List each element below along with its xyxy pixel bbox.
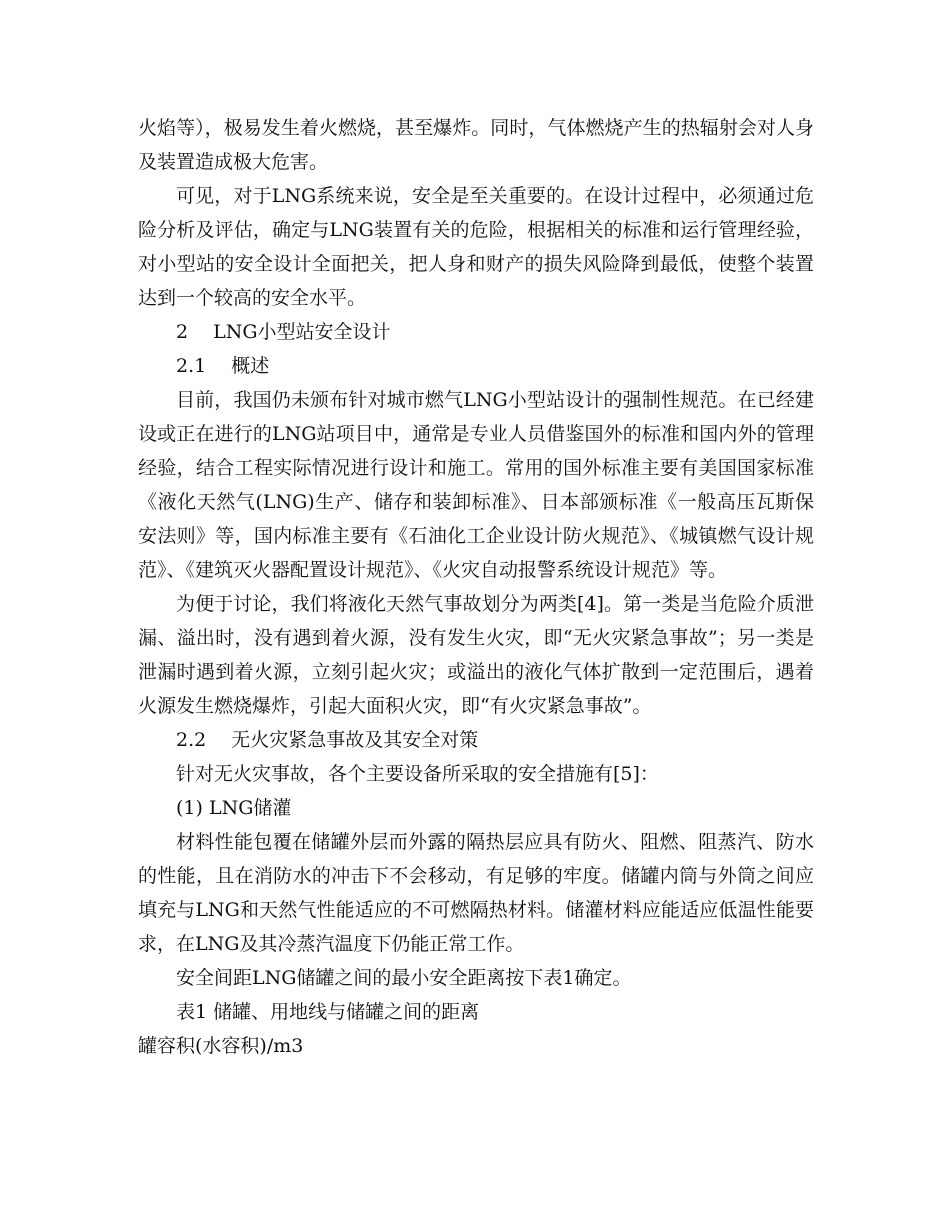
table-caption: 表1 储罐、用地线与储罐之间的距离: [176, 1001, 480, 1023]
paragraph-material-performance: 材料性能包覆在储罐外层而外露的隔热层应具有防火、阻燃、阻蒸汽、防水的性能，且在消防水的冲击下不会移动，有足够的牢度。储罐内筒与外筒之间应填充与LNG和天然气性能适应的不可燃隔热材料。储灌材料应能适应低温性能要求，在LNG及其冷蒸汽温度下仍能正常工作。: [138, 831, 814, 955]
paragraph-safety-measures-intro: 针对无火灾事故，各个主要设备所采取的安全措施有[5]：: [176, 763, 659, 785]
list-heading-lng-tank: (1) LNG储灌: [176, 797, 292, 819]
document-body: [138, 111, 814, 1063]
paragraph-accident-types: 为便于讨论，我们将液化天然气事故划分为两类[4]。第一类是当危险介质泄漏、溢出时，没有遇到着火源，没有发生火灾，即“无火灾紧急事故”；另一类是泄漏时遇到着火源，立刻引起火灾；或溢出的液化气体扩散到一定范围后，遇着火源发生燃烧爆炸，引起大面积火灾，即“有火灾紧急事故”。: [138, 593, 814, 717]
table-header-tank-volume: 罐容积(水容积)/m3: [138, 1035, 304, 1057]
paragraph-safety-importance: 可见，对于LNG系统来说，安全是至关重要的。在设计过程中，必须通过危险分析及评估，确定与LNG装置有关的危险，根据相关的标准和运行管理经验，对小型站的安全设计全面把关，把人身和财产的损失风险降到最低，使整个装置达到一个较高的安全水平。: [138, 185, 814, 309]
section-heading-2-2: 2.2 无火灾紧急事故及其安全对策: [176, 729, 479, 751]
section-heading-2: 2 LNG小型站安全设计: [176, 321, 391, 343]
paragraph-hazard-continuation: 火焰等），极易发生着火燃烧，甚至爆炸。同时，气体燃烧产生的热辐射会对人身及装置造成极大危害。: [138, 117, 814, 173]
paragraph-standards: 目前，我国仍未颁布针对城市燃气LNG小型站设计的强制性规范。在已经建设或正在进行的LNG站项目中，通常是专业人员借鉴国外的标准和国内外的管理经验，结合工程实际情况进行设计和施工。常用的国外标准主要有美国国家标准《液化天然气(LNG)生产、储存和装卸标准》、日本部颁标准《一般高压瓦斯保安法则》等，国内标准主要有《石油化工企业设计防火规范》、《城镇燃气设计规范》、《建筑灭火器配置设计规范》、《火灾自动报警系统设计规范》等。: [138, 389, 814, 581]
section-heading-2-1: 2.1 概述: [176, 355, 270, 377]
paragraph-safety-distance: 安全间距LNG储罐之间的最小安全距离按下表1确定。: [176, 967, 632, 989]
